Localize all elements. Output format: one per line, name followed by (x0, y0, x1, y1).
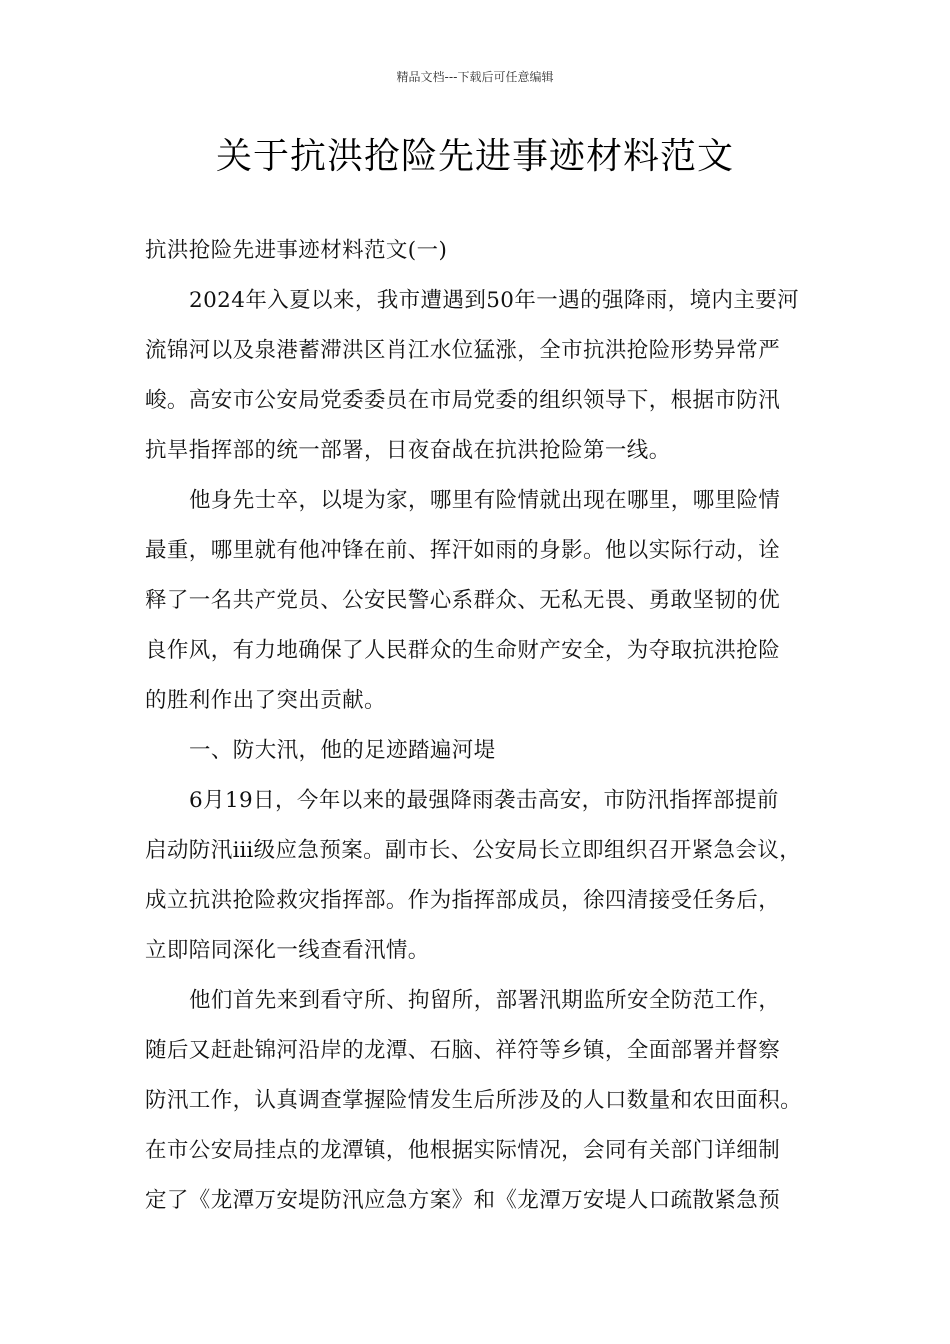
paragraph-line: 随后又赶赴锦河沿岸的龙潭、石脑、祥符等乡镇，全面部署并督察 (145, 1038, 781, 1063)
paragraph-line: 启动防汛ⅲ级应急预案。副市长、公安局长立即组织召开紧急会议， (145, 838, 802, 863)
paragraph-line: 峻。高安市公安局党委委员在市局党委的组织领导下，根据市防汛 (145, 388, 781, 413)
paragraph-line: 流锦河以及泉港蓄滞洪区肖江水位猛涨，全市抗洪抢险形势异常严 (145, 338, 781, 363)
paragraph-line: 在市公安局挂点的龙潭镇，他根据实际情况，会同有关部门详细制 (145, 1138, 781, 1163)
paragraph-line: 6月19日，今年以来的最强降雨袭击高安，市防汛指挥部提前 (189, 788, 779, 813)
paragraph-line: 释了一名共产党员、公安民警心系群众、无私无畏、勇敢坚韧的优 (145, 588, 781, 613)
section-heading: 抗洪抢险先进事迹材料范文(一) (145, 238, 448, 263)
paragraph-line: 他们首先来到看守所、拘留所，部署汛期监所安全防范工作， (189, 988, 781, 1013)
paragraph-line: 良作风，有力地确保了人民群众的生命财产安全，为夺取抗洪抢险 (145, 638, 781, 663)
paragraph-line: 的胜利作出了突出贡献。 (145, 688, 386, 713)
paragraph-line: 他身先士卒，以堤为家，哪里有险情就出现在哪里，哪里险情 (189, 488, 781, 513)
paragraph-line: 2024年入夏以来，我市遭遇到50年一遇的强降雨，境内主要河 (189, 288, 800, 313)
paragraph-line: 防汛工作，认真调查掌握险情发生后所涉及的人口数量和农田面积。 (145, 1088, 803, 1113)
paragraph-line: 最重，哪里就有他冲锋在前、挥汗如雨的身影。他以实际行动，诠 (145, 538, 781, 563)
paragraph-line: 抗旱指挥部的统一部署，日夜奋战在抗洪抢险第一线。 (145, 438, 671, 463)
document-title: 关于抗洪抢险先进事迹材料范文 (215, 136, 734, 177)
header-note: 精品文档---下载后可任意编辑 (396, 70, 554, 84)
paragraph-line: 定了《龙潭万安堤防汛应急方案》和《龙潭万安堤人口疏散紧急预 (145, 1188, 781, 1213)
paragraph-line: 立即陪同深化一线查看汛情。 (145, 938, 430, 963)
paragraph-line: 成立抗洪抢险救灾指挥部。作为指挥部成员，徐四清接受任务后， (145, 888, 781, 913)
document-body (145, 236, 813, 1236)
subsection-heading: 一、防大汛，他的足迹踏遍河堤 (189, 738, 496, 763)
